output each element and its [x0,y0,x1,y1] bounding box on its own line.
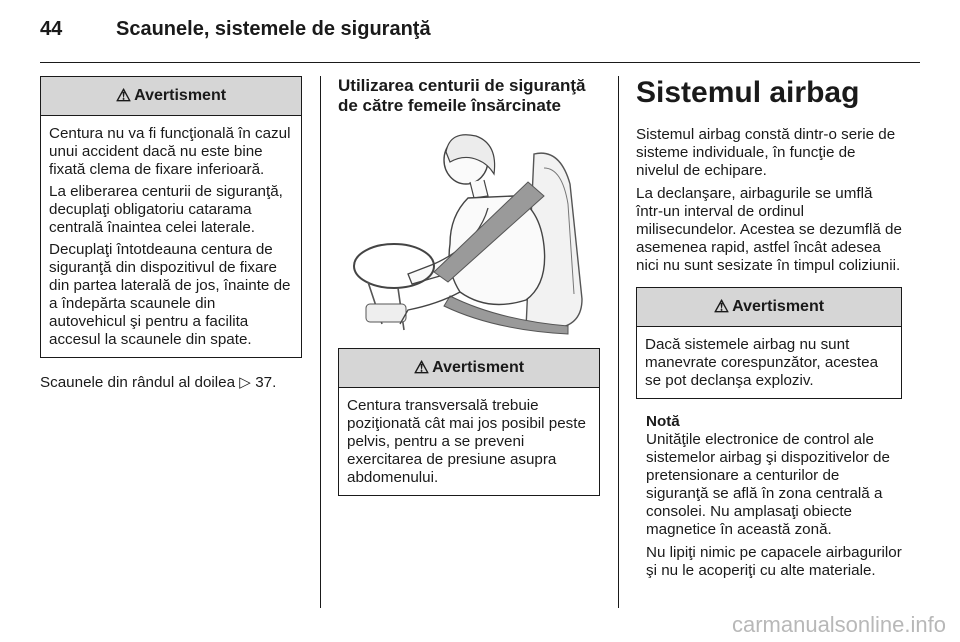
warning-header [339,349,599,388]
note-label: Notă [646,413,680,430]
watermark: carmanualsonline.info [731,612,946,637]
warning-title: Avertisment [134,87,227,104]
warning-box [40,76,302,358]
reference-text: Scaunele din rândul al doilea [40,374,236,391]
cross-reference [40,374,302,392]
warning-triangle-icon: ⚠ [713,297,730,316]
warning-box [636,287,902,399]
warning-text: Centura transversală trebuie poziţionată cât mai jos posibil peste pelvis, pentru a se preveni exercitarea de presiune asupra abdomenului. [347,397,586,486]
warning-triangle-icon: ⚠ [115,86,132,105]
warning-title: Avertisment [732,298,825,315]
column-right [636,76,902,585]
reference-page: 37. [255,374,277,391]
column-middle [338,76,600,496]
section-heading-large: Sistemul airbag [636,76,860,109]
warning-box [338,348,600,496]
warning-text: Decuplaţi întotdeauna centura de siguranţă din dispozitivul de fixare din partea laterală de jos, înainte de a îndepărta scaunele din autovehicul şi pentru a facilita accesul la scaunele din spate. [49,241,291,348]
column-left [40,76,302,397]
warning-header [637,288,901,327]
body-paragraph: La declanşare, airbagurile se umflă într-un interval de ordinul milisecundelor. Acestea se dezumflă de asemenea rapid, astfel încât adesea nici nu sunt sesizate în timpul coliziunii. [636,185,902,274]
warning-triangle-icon: ⚠ [413,358,430,377]
column-divider [320,76,321,608]
warning-body [41,116,301,357]
column-divider [618,76,619,608]
note-text: Unităţile electronice de control ale sistemelor airbag şi dispozitivelor de pretensionare a centurilor de siguranţă se află în zona centrală a consolei. Nu amplasaţi obiecte magnetice în această zonă. [646,431,890,538]
warning-title: Avertisment [432,359,525,376]
arrow-right-icon: ▷ [239,374,251,391]
warning-header [41,77,301,116]
section-heading: Utilizarea centurii de siguranţă de către femeile însărcinate [338,76,586,115]
page-title: Scaunele, sistemele de siguranţă [116,18,431,40]
warning-text: La eliberarea centurii de siguranţă, decuplaţi obligatoriu catarama centrală înaintea celei laterale. [49,183,283,236]
note-text: Nu lipiţi nimic pe capacele airbagurilor şi nu le acoperiţi cu alte materiale. [646,544,902,579]
warning-text: Dacă sistemele airbag nu sunt manevrate corespunzător, acestea se pot declanşa exploziv. [645,336,879,389]
page-number: 44 [40,18,63,40]
warning-body [637,327,901,398]
note-block [636,413,902,580]
page-header [40,18,920,63]
warning-body [339,388,599,495]
pregnant-woman-seatbelt-illustration [338,124,600,336]
warning-text: Centura nu va fi funcţională în cazul unui accident dacă nu este bine fixată clema de fixare inferioară. [49,125,291,178]
body-paragraph: Sistemul airbag constă dintr-o serie de sisteme individuale, în funcţie de nivelul de echipare. [636,126,896,179]
